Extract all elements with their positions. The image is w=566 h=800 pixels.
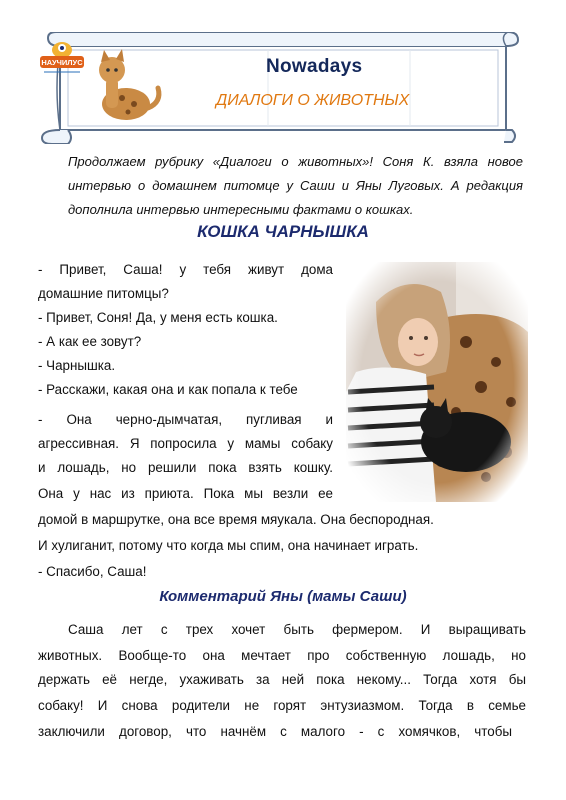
comment-line: Саша лет с трех хочет быть фермером. И выращивать	[68, 622, 526, 637]
dialog-line: - Чарнышка.	[38, 358, 116, 373]
logo-text: НАУЧИЛУС	[41, 58, 83, 67]
dialog-line: - Привет, Саша! у тебя живут дома	[38, 262, 333, 277]
dialog-line: - Привет, Соня! Да, у меня есть кошка.	[38, 310, 278, 325]
dialog-line: Она у нас из приюта. Пока мы везли ее	[38, 486, 333, 501]
dialog-line: и лошадь, но решили пока взять кошку.	[38, 460, 333, 475]
scroll-frame-icon	[38, 32, 520, 144]
dialog-line: домашние питомцы?	[38, 286, 169, 301]
comment-line: животных. Вообще-то она мечтает про собственную лошадь, но	[38, 648, 526, 663]
girl-with-cat-photo	[346, 262, 528, 502]
header-banner	[38, 32, 520, 144]
banner-title: Nowadays	[266, 56, 363, 77]
comment-line: заключили договор, что начнём с малого - с хомячков, чтобы	[38, 724, 512, 739]
dialog-line: - Она черно-дымчатая, пугливая и	[38, 412, 333, 427]
dialog-line: домой в маршрутке, она все время мяукала. Она беспородная.	[38, 512, 434, 527]
article-heading: КОШКА ЧАРНЫШКА	[197, 222, 369, 241]
nauchilus-logo	[38, 32, 86, 78]
comment-heading: Комментарий Яны (мамы Саши)	[159, 588, 407, 605]
comment-line: держать её негде, ухаживать за ней пока некому... Тогда хотя бы	[38, 672, 526, 687]
dialog-line: - Спасибо, Саша!	[38, 564, 147, 579]
dialog-line: агрессивная. Я попросила у мамы собаку	[38, 436, 333, 451]
intro-paragraph: Продолжаем рубрику «Диалоги о животных»! Соня К. взяла новое интервью о домашнем питомце у Саши и Яны Луговых. А редакция дополнила интервью интересными фактами о кошках.	[68, 154, 523, 217]
dialog-line: - А как ее зовут?	[38, 334, 142, 349]
dialog-line: И хулиганит, потому что когда мы спим, она начинает играть.	[38, 538, 419, 553]
banner-subtitle: ДИАЛОГИ О ЖИВОТНЫХ	[216, 92, 410, 109]
comment-line: собаку! И снова родители не горят энтузиазмом. Тогда в семье	[38, 698, 526, 713]
dialog-line: - Расскажи, какая она и как попала к тебе	[38, 382, 298, 397]
